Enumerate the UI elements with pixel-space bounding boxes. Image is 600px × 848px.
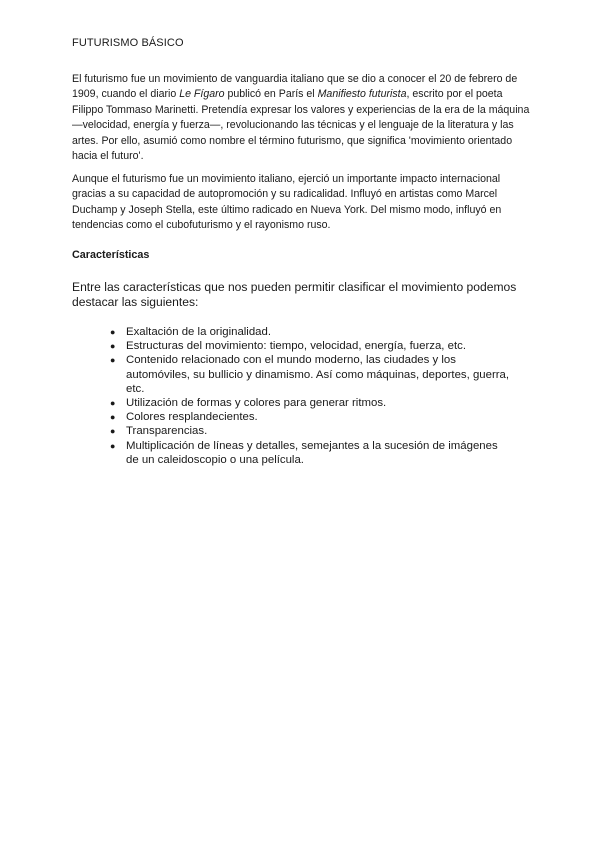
paragraph-text: publicó en París el <box>224 88 318 101</box>
bullet-icon: ● <box>110 355 116 366</box>
list-item-text: Exaltación de la originalidad. <box>126 326 272 338</box>
list-item <box>72 424 512 438</box>
bullet-icon: ● <box>110 426 116 437</box>
bullet-icon: ● <box>110 412 116 423</box>
list-item <box>72 339 512 353</box>
list-item <box>72 410 512 424</box>
list-item-text: Multiplicación de líneas y detalles, semejantes a la sucesión de imágenes de un caleidoscopio o una película. <box>126 439 498 466</box>
section-heading: Características <box>72 249 150 261</box>
document-title: FUTURISMO BÁSICO <box>72 37 184 49</box>
bullet-icon: ● <box>110 341 116 352</box>
bullet-icon: ● <box>110 440 116 451</box>
list-item-text: Contenido relacionado con el mundo moderno, las ciudades y los automóviles, su bullicio y dinamismo. Así como máquinas, deportes, guerra, etc. <box>126 354 510 395</box>
list-item-text: Utilización de formas y colores para generar ritmos. <box>126 397 387 410</box>
paragraph-text: , escrito por el poeta Filippo Tommaso Marinetti. Pretendía expresar los valores y experiencias de la era de la máquina —velocidad, energía y fuerza—, revolucionando las técnicas y el lenguaje de la literatura y las artes. Por ello, asumió como nombre el término futurismo, que significa 'movimiento orientado hacia el futuro'. <box>72 88 530 163</box>
list-item <box>72 396 512 410</box>
bullet-icon: ● <box>110 327 116 337</box>
paragraph-text: El futurismo fue un movimiento de vanguardia italiano que se dio a conocer el 20 de febrero de 1909, cuando el diario <box>72 73 518 101</box>
newspaper-name: Le Fígaro <box>179 88 225 101</box>
features-list <box>72 325 512 467</box>
list-item-text: Colores resplandecientes. <box>126 411 258 424</box>
paragraph-intro-futurism <box>72 72 530 164</box>
list-item-text: Transparencias. <box>126 425 208 438</box>
paragraph-influence: Aunque el futurismo fue un movimiento italiano, ejerció un importante impacto internacional gracias a su capacidad de autopromoción y su radicalidad. Influyó en artistas como Marcel Duchamp y Joseph Stella, este último radicado en Nueva York. Del mismo modo, influyó en tendencias como el cubofuturismo y el rayonismo ruso. <box>72 173 502 232</box>
list-item <box>72 439 512 467</box>
list-item <box>72 353 512 396</box>
list-item <box>72 325 512 339</box>
bullet-icon: ● <box>110 398 116 409</box>
manifesto-title: Manifiesto futurista <box>317 88 407 101</box>
list-item-text: Estructuras del movimiento: tiempo, velocidad, energía, fuerza, etc. <box>126 340 466 353</box>
features-intro: Entre las características que nos pueden permitir clasificar el movimiento podemos destacar las siguientes: <box>72 280 517 309</box>
